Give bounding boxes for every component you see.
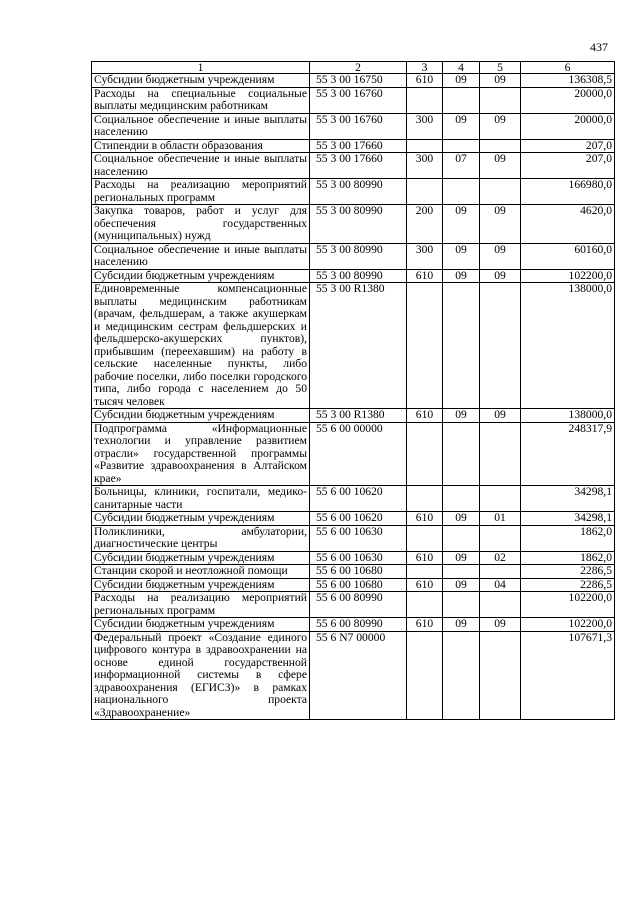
row-code-cell: 55 6 00 10620 bbox=[310, 486, 407, 512]
row-col4-cell: 09 bbox=[443, 243, 480, 269]
row-code-cell: 55 6 00 10620 bbox=[310, 512, 407, 526]
row-code-cell: 55 3 00 16750 bbox=[310, 74, 407, 88]
row-name-cell: Подпрограмма «Информационные технологии и управление развитием отрасли» государственной программы «Развитие здравоохранения в Алтайском крае» bbox=[92, 422, 310, 486]
row-col3-cell: 610 bbox=[407, 512, 443, 526]
row-name-cell: Социальное обеспечение и иные выплаты населению bbox=[92, 243, 310, 269]
row-amount-cell: 207,0 bbox=[521, 139, 615, 153]
row-amount-cell: 20000,0 bbox=[521, 87, 615, 113]
row-code-cell: 55 3 00 80990 bbox=[310, 205, 407, 244]
row-col3-cell bbox=[407, 283, 443, 409]
table-row bbox=[92, 409, 615, 423]
row-code-cell: 55 6 00 00000 bbox=[310, 422, 407, 486]
row-col4-cell: 09 bbox=[443, 551, 480, 565]
row-name-cell: Субсидии бюджетным учреждениям bbox=[92, 618, 310, 632]
row-code-cell: 55 3 00 17660 bbox=[310, 153, 407, 179]
row-amount-cell: 20000,0 bbox=[521, 113, 615, 139]
table-row bbox=[92, 139, 615, 153]
row-col4-cell: 09 bbox=[443, 618, 480, 632]
row-col3-cell bbox=[407, 592, 443, 618]
row-col4-cell bbox=[443, 87, 480, 113]
row-col5-cell bbox=[480, 422, 521, 486]
row-name-cell: Федеральный проект «Создание единого цифрового контура в здравоохранении на основе единой государственной информационной системы в сфере здравоохранения (ЕГИСЗ)» в рамках национального проекта «Здравоохранение» bbox=[92, 631, 310, 720]
row-col5-cell: 09 bbox=[480, 243, 521, 269]
row-code-cell: 55 6 00 10630 bbox=[310, 525, 407, 551]
row-col4-cell: 09 bbox=[443, 74, 480, 88]
row-amount-cell: 166980,0 bbox=[521, 179, 615, 205]
row-col4-cell bbox=[443, 139, 480, 153]
header-col-2: 2 bbox=[310, 62, 407, 74]
table-row bbox=[92, 205, 615, 244]
row-col4-cell: 09 bbox=[443, 409, 480, 423]
row-col5-cell: 01 bbox=[480, 512, 521, 526]
row-amount-cell: 102200,0 bbox=[521, 269, 615, 283]
row-amount-cell: 60160,0 bbox=[521, 243, 615, 269]
row-amount-cell: 136308,5 bbox=[521, 74, 615, 88]
row-col4-cell bbox=[443, 565, 480, 579]
row-amount-cell: 2286,5 bbox=[521, 565, 615, 579]
row-col3-cell: 610 bbox=[407, 578, 443, 592]
table-row bbox=[92, 113, 615, 139]
header-row bbox=[92, 62, 615, 74]
row-name-cell: Субсидии бюджетным учреждениям bbox=[92, 269, 310, 283]
table-row bbox=[92, 512, 615, 526]
row-col3-cell: 610 bbox=[407, 618, 443, 632]
row-col4-cell: 09 bbox=[443, 113, 480, 139]
row-col3-cell bbox=[407, 422, 443, 486]
table-row bbox=[92, 74, 615, 88]
row-name-cell: Расходы на специальные социальные выплаты медицинским работникам bbox=[92, 87, 310, 113]
row-col3-cell: 300 bbox=[407, 113, 443, 139]
row-col4-cell: 09 bbox=[443, 578, 480, 592]
row-code-cell: 55 3 00 16760 bbox=[310, 113, 407, 139]
row-amount-cell: 1862,0 bbox=[521, 551, 615, 565]
row-col3-cell: 610 bbox=[407, 74, 443, 88]
row-col4-cell bbox=[443, 422, 480, 486]
row-col4-cell: 07 bbox=[443, 153, 480, 179]
row-amount-cell: 34298,1 bbox=[521, 486, 615, 512]
header-col-6: 6 bbox=[521, 62, 615, 74]
row-name-cell: Субсидии бюджетным учреждениям bbox=[92, 551, 310, 565]
table-row bbox=[92, 486, 615, 512]
row-amount-cell: 34298,1 bbox=[521, 512, 615, 526]
row-amount-cell: 102200,0 bbox=[521, 618, 615, 632]
row-col5-cell: 09 bbox=[480, 74, 521, 88]
row-code-cell: 55 3 00 80990 bbox=[310, 269, 407, 283]
row-code-cell: 55 3 00 R1380 bbox=[310, 409, 407, 423]
row-col4-cell: 09 bbox=[443, 269, 480, 283]
row-col5-cell bbox=[480, 139, 521, 153]
header-col-3: 3 bbox=[407, 62, 443, 74]
row-code-cell: 55 6 00 10630 bbox=[310, 551, 407, 565]
row-col5-cell bbox=[480, 179, 521, 205]
row-col3-cell bbox=[407, 525, 443, 551]
row-col3-cell bbox=[407, 631, 443, 720]
row-name-cell: Единовременные компенсационные выплаты медицинским работникам (врачам, фельдшерам, а также акушеркам и медицинским сестрам фельдшерских и фельдшерско-акушерских пунктов), прибывшим (переехавшим) на работу в сельские населенные пункты, либо рабочие поселки, либо поселки городского типа, либо города с населением до 50 тысяч человек bbox=[92, 283, 310, 409]
row-name-cell: Субсидии бюджетным учреждениям bbox=[92, 409, 310, 423]
row-col3-cell bbox=[407, 179, 443, 205]
row-amount-cell: 1862,0 bbox=[521, 525, 615, 551]
row-col3-cell: 300 bbox=[407, 243, 443, 269]
row-code-cell: 55 6 00 80990 bbox=[310, 618, 407, 632]
table-row bbox=[92, 243, 615, 269]
row-name-cell: Расходы на реализацию мероприятий региональных программ bbox=[92, 592, 310, 618]
row-col4-cell bbox=[443, 525, 480, 551]
row-name-cell: Стипендии в области образования bbox=[92, 139, 310, 153]
row-code-cell: 55 3 00 16760 bbox=[310, 87, 407, 113]
row-code-cell: 55 6 N7 00000 bbox=[310, 631, 407, 720]
row-col5-cell: 09 bbox=[480, 205, 521, 244]
row-col3-cell bbox=[407, 565, 443, 579]
table-row bbox=[92, 87, 615, 113]
table-row bbox=[92, 565, 615, 579]
row-name-cell: Социальное обеспечение и иные выплаты населению bbox=[92, 153, 310, 179]
row-code-cell: 55 6 00 10680 bbox=[310, 578, 407, 592]
row-col5-cell bbox=[480, 486, 521, 512]
row-name-cell: Станции скорой и неотложной помощи bbox=[92, 565, 310, 579]
header-col-5: 5 bbox=[480, 62, 521, 74]
table-row bbox=[92, 153, 615, 179]
row-amount-cell: 248317,9 bbox=[521, 422, 615, 486]
row-col3-cell: 300 bbox=[407, 153, 443, 179]
row-amount-cell: 138000,0 bbox=[521, 283, 615, 409]
table-row bbox=[92, 179, 615, 205]
table-row bbox=[92, 269, 615, 283]
row-col5-cell: 09 bbox=[480, 618, 521, 632]
row-col4-cell bbox=[443, 631, 480, 720]
row-col5-cell: 09 bbox=[480, 113, 521, 139]
table-row bbox=[92, 525, 615, 551]
row-code-cell: 55 3 00 17660 bbox=[310, 139, 407, 153]
row-code-cell: 55 3 00 80990 bbox=[310, 179, 407, 205]
row-col5-cell bbox=[480, 592, 521, 618]
row-code-cell: 55 6 00 80990 bbox=[310, 592, 407, 618]
row-amount-cell: 107671,3 bbox=[521, 631, 615, 720]
row-col4-cell: 09 bbox=[443, 512, 480, 526]
row-amount-cell: 102200,0 bbox=[521, 592, 615, 618]
row-col3-cell bbox=[407, 486, 443, 512]
row-col5-cell bbox=[480, 283, 521, 409]
table-row bbox=[92, 592, 615, 618]
table-row bbox=[92, 631, 615, 720]
row-col5-cell bbox=[480, 87, 521, 113]
row-col3-cell: 610 bbox=[407, 269, 443, 283]
row-col3-cell bbox=[407, 87, 443, 113]
budget-table bbox=[91, 61, 615, 720]
row-col5-cell bbox=[480, 631, 521, 720]
row-col5-cell: 09 bbox=[480, 409, 521, 423]
row-col5-cell: 09 bbox=[480, 153, 521, 179]
row-col3-cell: 610 bbox=[407, 409, 443, 423]
row-col4-cell bbox=[443, 283, 480, 409]
row-amount-cell: 207,0 bbox=[521, 153, 615, 179]
row-col3-cell: 200 bbox=[407, 205, 443, 244]
table-row bbox=[92, 551, 615, 565]
row-name-cell: Больницы, клиники, госпитали, медико-санитарные части bbox=[92, 486, 310, 512]
row-col5-cell bbox=[480, 565, 521, 579]
row-col5-cell: 09 bbox=[480, 269, 521, 283]
row-col5-cell: 02 bbox=[480, 551, 521, 565]
row-name-cell: Расходы на реализацию мероприятий региональных программ bbox=[92, 179, 310, 205]
row-name-cell: Субсидии бюджетным учреждениям bbox=[92, 578, 310, 592]
row-amount-cell: 4620,0 bbox=[521, 205, 615, 244]
row-col3-cell: 610 bbox=[407, 551, 443, 565]
table-row bbox=[92, 283, 615, 409]
row-name-cell: Субсидии бюджетным учреждениям bbox=[92, 74, 310, 88]
row-col4-cell bbox=[443, 486, 480, 512]
row-col5-cell: 04 bbox=[480, 578, 521, 592]
row-name-cell: Закупка товаров, работ и услуг для обеспечения государственных (муниципальных) нужд bbox=[92, 205, 310, 244]
row-amount-cell: 138000,0 bbox=[521, 409, 615, 423]
row-amount-cell: 2286,5 bbox=[521, 578, 615, 592]
header-col-4: 4 bbox=[443, 62, 480, 74]
row-col4-cell bbox=[443, 592, 480, 618]
row-col5-cell bbox=[480, 525, 521, 551]
table-row bbox=[92, 618, 615, 632]
row-name-cell: Социальное обеспечение и иные выплаты населению bbox=[92, 113, 310, 139]
row-code-cell: 55 3 00 80990 bbox=[310, 243, 407, 269]
row-code-cell: 55 3 00 R1380 bbox=[310, 283, 407, 409]
page-number: 437 bbox=[590, 40, 608, 54]
row-col3-cell bbox=[407, 139, 443, 153]
table-row bbox=[92, 422, 615, 486]
row-code-cell: 55 6 00 10680 bbox=[310, 565, 407, 579]
row-col4-cell bbox=[443, 179, 480, 205]
row-col4-cell: 09 bbox=[443, 205, 480, 244]
row-name-cell: Субсидии бюджетным учреждениям bbox=[92, 512, 310, 526]
row-name-cell: Поликлиники, амбулатории, диагностические центры bbox=[92, 525, 310, 551]
table-row bbox=[92, 578, 615, 592]
header-col-1: 1 bbox=[92, 62, 310, 74]
